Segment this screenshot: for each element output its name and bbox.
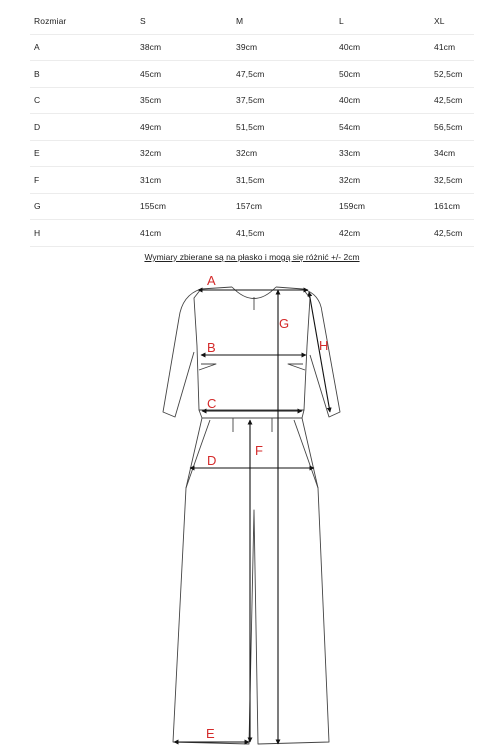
table-cell: 41cm [430, 34, 474, 61]
table-cell: 52,5cm [430, 61, 474, 88]
table-row [30, 87, 474, 114]
table-cell: A [30, 34, 136, 61]
table-cell: B [30, 61, 136, 88]
label-g: G [279, 316, 290, 331]
table-cell: C [30, 87, 136, 114]
table-cell: G [30, 193, 136, 220]
table-cell: 161cm [430, 193, 474, 220]
table-cell: 37,5cm [232, 87, 335, 114]
size-chart-table [30, 8, 474, 247]
pants-outline [173, 418, 329, 744]
table-cell: 50cm [335, 61, 430, 88]
label-f: F [255, 443, 263, 458]
table-cell: F [30, 167, 136, 194]
column-header: M [232, 8, 335, 34]
table-cell: 31cm [136, 167, 232, 194]
table-cell: E [30, 140, 136, 167]
table-cell: D [30, 114, 136, 141]
table-cell: 33cm [335, 140, 430, 167]
table-row [30, 34, 474, 61]
label-c: C [207, 396, 217, 411]
column-header: L [335, 8, 430, 34]
table-cell: 31,5cm [232, 167, 335, 194]
table-cell: 54cm [335, 114, 430, 141]
right-sleeve [303, 289, 340, 417]
table-cell: 35cm [136, 87, 232, 114]
table-cell: 42,5cm [430, 220, 474, 247]
table-row [30, 140, 474, 167]
table-cell: 45cm [136, 61, 232, 88]
table-cell: 32cm [335, 167, 430, 194]
label-e: E [206, 726, 215, 741]
label-a: A [207, 273, 216, 288]
table-cell: 39cm [232, 34, 335, 61]
table-cell: 56,5cm [430, 114, 474, 141]
table-row [30, 61, 474, 88]
table-header-row [30, 8, 474, 34]
table-row [30, 114, 474, 141]
table-row [30, 167, 474, 194]
label-d: D [207, 453, 217, 468]
table-cell: 155cm [136, 193, 232, 220]
column-header: S [136, 8, 232, 34]
table-cell: 32cm [136, 140, 232, 167]
table-cell: 159cm [335, 193, 430, 220]
table-cell: 42cm [335, 220, 430, 247]
table-cell: 49cm [136, 114, 232, 141]
table-cell: 32cm [232, 140, 335, 167]
table-cell: 40cm [335, 87, 430, 114]
table-cell: 157cm [232, 193, 335, 220]
left-sleeve [163, 289, 201, 417]
table-cell: 32,5cm [430, 167, 474, 194]
measurement-note [0, 252, 504, 262]
label-h: H [319, 338, 329, 353]
table-cell: 41cm [136, 220, 232, 247]
table-cell: H [30, 220, 136, 247]
table-cell: 40cm [335, 34, 430, 61]
table-row [30, 220, 474, 247]
table-cell: 51,5cm [232, 114, 335, 141]
label-b: B [207, 340, 216, 355]
table-cell: 42,5cm [430, 87, 474, 114]
table-cell: 38cm [136, 34, 232, 61]
measurement-note-text: Wymiary zbierane są na płasko i mogą się różnić +/- 2cm [144, 252, 360, 262]
table-row [30, 193, 474, 220]
column-header: Rozmiar [30, 8, 136, 34]
neckline [232, 287, 276, 299]
column-header: XL [430, 8, 474, 34]
table-cell: 41,5cm [232, 220, 335, 247]
table-cell: 47,5cm [232, 61, 335, 88]
jumpsuit-diagram [0, 262, 504, 752]
table-cell: 34cm [430, 140, 474, 167]
